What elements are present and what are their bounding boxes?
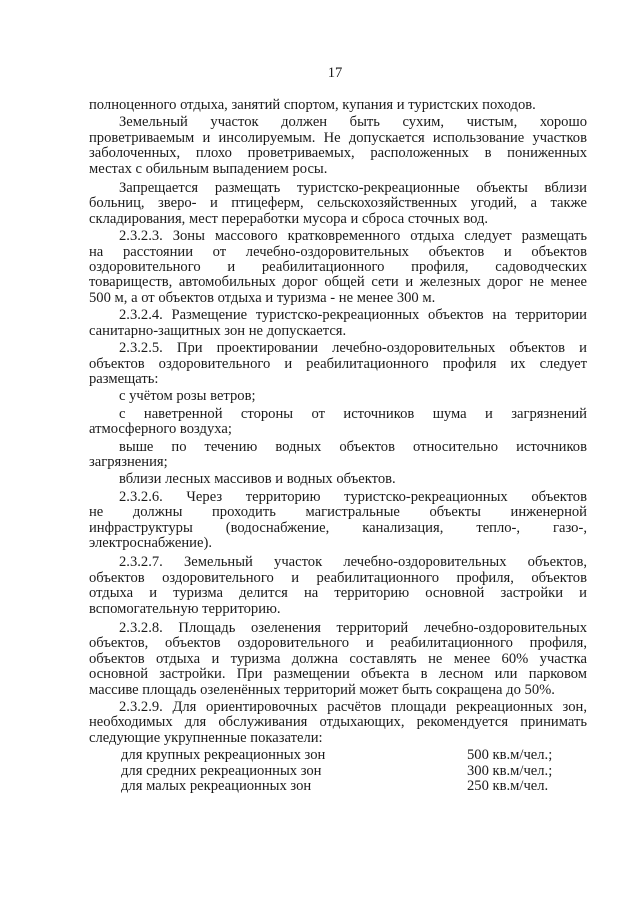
text-line: объектов, объектов оздоровительного и реабилитационного профиля, [89,635,587,652]
text-line: отдыха и туризма делится на территорию основной застройки и [89,585,587,602]
text-line: 2.3.2.5. При проектировании лечебно-оздоровительных объектов и [119,340,587,357]
paragraph-p8 [89,407,587,438]
paragraph-p4 [89,229,587,306]
text-line: объектов оздоровительного и реабилитационного профиля их следует [89,355,587,372]
text-line: с учётом розы ветров; [119,388,256,405]
paragraph-p7 [89,389,587,404]
text-line: вблизи лесных массивов и водных объектов. [119,471,396,488]
paragraph-p9 [89,440,587,471]
text-line: на расстоянии от лечебно-оздоровительных объектов и объектов [89,243,587,260]
text-line: Запрещается размещать туристско-рекреационные объекты вблизи [119,180,587,197]
text-line: санитарно-защитных зон не допускается. [89,322,347,339]
text-line: 2.3.2.3. Зоны массового кратковременного отдыха следует размещать [119,228,587,245]
text-line: полноценного отдыха, занятий спортом, купания и туристских походов. [89,97,536,113]
rate-row [89,779,587,794]
text-line: основной застройки. При размещении объекта в лесном или парковом [89,666,587,683]
text-line: инфраструктуры (водоснабжение, канализация, тепло-, газо-, [89,519,587,536]
rate-label: для средних рекреационных зон [121,762,322,779]
text-line: 2.3.2.9. Для ориентировочных расчётов площади рекреационных зон, [119,699,587,716]
text-line: объектов оздоровительного и реабилитационного профиля, объектов [89,569,587,586]
document-body [89,98,587,794]
text-line: электроснабжение). [89,534,212,551]
text-line: 2.3.2.4. Размещение туристско-рекреационных объектов на территории [119,307,587,324]
rate-row [89,748,587,763]
text-line: Земельный участок должен быть сухим, чистым, хорошо [119,114,587,131]
text-line: больниц, зверо- и птицеферм, сельскохозяйственных угодий, а также [89,195,587,212]
rate-value: 300 кв.м/чел.; [467,762,553,779]
paragraph-p3 [89,181,587,227]
text-line: необходимых для обслуживания отдыхающих, рекомендуется принимать [89,714,587,731]
text-line: 2.3.2.7. Земельный участок лечебно-оздоровительных объектов, [119,554,587,571]
text-line: местах с обильным выпадением росы. [89,160,328,177]
text-line: вспомогательную территорию. [89,600,281,617]
rate-row [89,764,587,779]
text-line: с наветренной стороны от источников шума и загрязнений [119,405,587,422]
page-number: 17 [327,65,343,81]
text-line: 2.3.2.8. Площадь озеленения территорий лечебно-оздоровительных [119,620,587,636]
paragraph-p13 [89,621,587,698]
paragraph-p6 [89,341,587,387]
rate-value: 500 кв.м/чел.; [467,747,553,764]
text-line: не должны проходить магистральные объекты инженерной [89,504,587,521]
text-line: 2.3.2.6. Через территорию туристско-рекреационных объектов [119,488,587,505]
paragraph-p5 [89,308,587,339]
paragraph-p14 [89,700,587,746]
text-line: загрязнения; [89,453,168,470]
text-line: 500 м, а от объектов отдыха и туризма - не менее 300 м. [89,289,436,306]
paragraph-p1 [89,98,587,113]
rates-list [89,748,587,794]
text-line: проветриваемым и инсолируемым. Не допускается использование участков [89,129,587,146]
text-line: выше по течению водных объектов относительно источников [119,438,587,455]
text-line: следующие укрупненные показатели: [89,729,323,746]
paragraph-p2 [89,115,587,177]
rate-label: для крупных рекреационных зон [121,747,326,764]
rate-value: 250 кв.м/чел. [467,778,549,795]
paragraph-p10 [89,472,587,487]
text-line: оздоровительного и реабилитационного профиля, садоводческих [89,259,587,276]
paragraph-p12 [89,555,587,617]
text-line: атмосферного воздуха; [89,421,232,438]
text-line: заболоченных, плохо проветриваемых, расположенных в пониженных [89,145,587,162]
paragraph-p11 [89,490,587,552]
text-line: массиве площадь озеленённых территорий может быть сокращена до 50%. [89,681,555,698]
text-line: складирования, мест переработки мусора и сброса сточных вод. [89,210,489,227]
text-line: объектов отдыха и туризма должна составлять не менее 60% участка [89,650,587,667]
text-line: размещать: [89,370,159,387]
text-line: товариществ, автомобильных дорог общей сети и железных дорог не менее [89,274,587,291]
rate-label: для малых рекреационных зон [121,778,312,795]
